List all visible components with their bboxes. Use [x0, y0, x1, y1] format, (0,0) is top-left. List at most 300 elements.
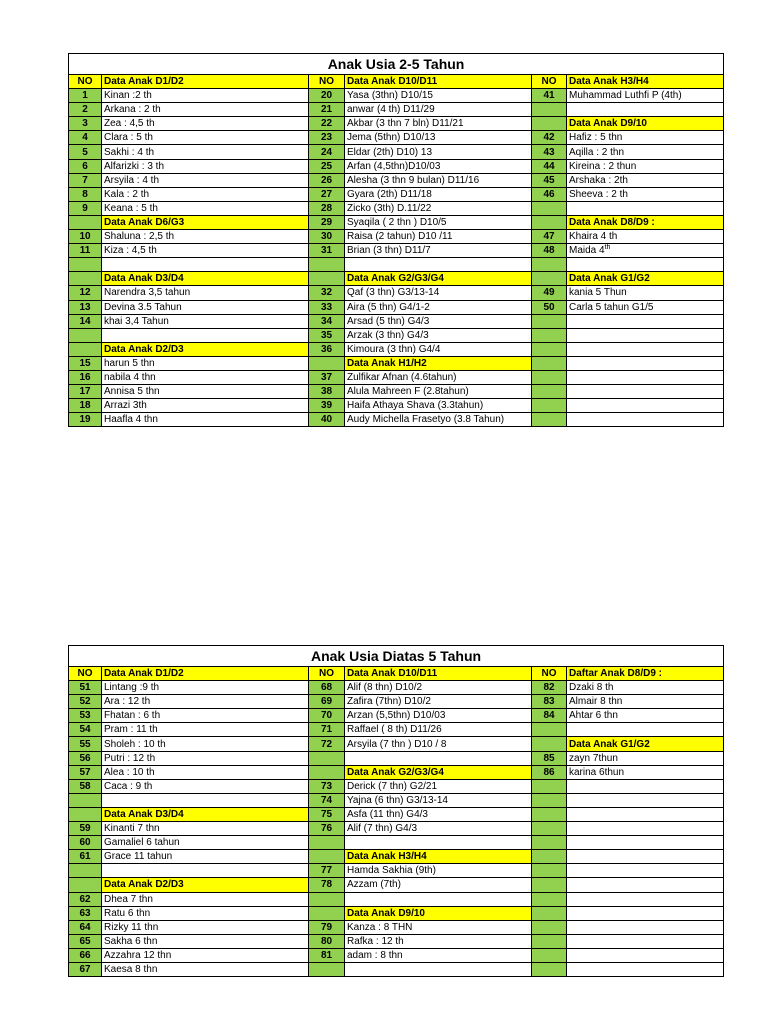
- no-cell: 7: [69, 173, 102, 187]
- data-cell: Alif (8 thn) D10/2: [345, 681, 532, 695]
- data-cell: Haifa Athaya Shava (3.3tahun): [345, 399, 532, 413]
- data-cell: Kaesa 8 thn: [102, 962, 309, 976]
- no-cell: [532, 201, 567, 215]
- no-cell: 6: [69, 159, 102, 173]
- data-cell: Haafla 4 thn: [102, 413, 309, 427]
- data-cell: [567, 385, 724, 399]
- no-cell: [69, 328, 102, 342]
- no-cell: 24: [309, 145, 345, 159]
- no-cell: 56: [69, 751, 102, 765]
- group-header: Data Anak G1/G2: [567, 272, 724, 286]
- table-row: [69, 215, 724, 229]
- data-cell: Zicko (3th) D.11/22: [345, 201, 532, 215]
- table-row: [69, 356, 724, 370]
- no-cell: 30: [309, 230, 345, 244]
- no-cell: 4: [69, 131, 102, 145]
- data-cell: Yasa (3thn) D10/15: [345, 89, 532, 103]
- no-cell: [532, 215, 567, 229]
- table-row: [69, 89, 724, 103]
- table-row: [69, 230, 724, 244]
- data-cell: Yajna (6 thn) G3/13-14: [345, 793, 532, 807]
- data-cell: Azzahra 12 thn: [102, 948, 309, 962]
- table-row: [69, 187, 724, 201]
- data-cell: [345, 751, 532, 765]
- table-title-row: [69, 54, 724, 75]
- no-cell: 23: [309, 131, 345, 145]
- no-cell: 54: [69, 723, 102, 737]
- no-cell: [309, 850, 345, 864]
- no-cell: 38: [309, 385, 345, 399]
- no-cell: 39: [309, 399, 345, 413]
- group-header: Data Anak D10/D11: [345, 667, 532, 681]
- table-row: [69, 751, 724, 765]
- no-cell: [69, 793, 102, 807]
- data-cell: Qaf (3 thn) G3/13-14: [345, 286, 532, 300]
- data-cell: [567, 892, 724, 906]
- no-cell: 83: [532, 695, 567, 709]
- no-cell: [532, 807, 567, 821]
- no-cell: 62: [69, 892, 102, 906]
- no-cell: [532, 822, 567, 836]
- data-cell: Arsyila : 4 th: [102, 173, 309, 187]
- table-row: [69, 258, 724, 272]
- no-cell: 33: [309, 300, 345, 314]
- data-cell: Devina 3.5 Tahun: [102, 300, 309, 314]
- no-cell: 67: [69, 962, 102, 976]
- group-header: Daftar Anak D8/D9 :: [567, 667, 724, 681]
- table-row: [69, 723, 724, 737]
- data-cell: Rizky 11 thn: [102, 920, 309, 934]
- data-cell: Raisa (2 tahun) D10 /11: [345, 230, 532, 244]
- data-cell: Brian (3 thn) D11/7: [345, 244, 532, 258]
- no-cell: [532, 328, 567, 342]
- no-cell: [532, 413, 567, 427]
- data-cell: Kanza : 8 THN: [345, 920, 532, 934]
- table-row: [69, 117, 724, 131]
- no-cell: 37: [309, 370, 345, 384]
- no-cell: 26: [309, 173, 345, 187]
- no-cell: 20: [309, 89, 345, 103]
- data-cell: Asfa (11 thn) G4/3: [345, 807, 532, 821]
- data-cell: Shaluna : 2,5 th: [102, 230, 309, 244]
- no-cell: 11: [69, 244, 102, 258]
- no-cell: 35: [309, 328, 345, 342]
- no-cell: 61: [69, 850, 102, 864]
- data-cell: Grace 11 tahun: [102, 850, 309, 864]
- no-cell: [69, 258, 102, 272]
- no-cell: [309, 962, 345, 976]
- data-cell: Caca : 9 th: [102, 779, 309, 793]
- data-cell: Ara : 12 th: [102, 695, 309, 709]
- no-cell: 27: [309, 187, 345, 201]
- data-cell: Syaqila ( 2 thn ) D10/5: [345, 215, 532, 229]
- table-row: [69, 201, 724, 215]
- no-cell: 42: [532, 131, 567, 145]
- no-cell: 86: [532, 765, 567, 779]
- no-cell: 49: [532, 286, 567, 300]
- data-cell: Annisa 5 thn: [102, 385, 309, 399]
- table-row: [69, 765, 724, 779]
- no-cell: 53: [69, 709, 102, 723]
- data-cell: [567, 103, 724, 117]
- data-cell: Arshaka : 2th: [567, 173, 724, 187]
- no-cell: 76: [309, 822, 345, 836]
- no-cell: 48: [532, 244, 567, 258]
- no-cell: 8: [69, 187, 102, 201]
- no-cell: [532, 385, 567, 399]
- data-cell: Pram : 11 th: [102, 723, 309, 737]
- data-cell: Kinanti 7 thn: [102, 822, 309, 836]
- no-cell: 21: [309, 103, 345, 117]
- group-header: Data Anak D8/D9 :: [567, 215, 724, 229]
- no-cell: 46: [532, 187, 567, 201]
- no-cell: 28: [309, 201, 345, 215]
- no-cell: 52: [69, 695, 102, 709]
- table-title: Anak Usia 2-5 Tahun: [69, 54, 724, 75]
- data-cell: Aira (5 thn) G4/1-2: [345, 300, 532, 314]
- data-cell: karina 6thun: [567, 765, 724, 779]
- no-cell: [309, 272, 345, 286]
- table-row: [69, 779, 724, 793]
- no-cell: 60: [69, 836, 102, 850]
- no-cell: [69, 342, 102, 356]
- no-header: NO: [532, 667, 567, 681]
- data-cell: Arsad (5 thn) G4/3: [345, 314, 532, 328]
- no-cell: 58: [69, 779, 102, 793]
- no-cell: 80: [309, 934, 345, 948]
- table-row: [69, 934, 724, 948]
- data-cell: [567, 920, 724, 934]
- table-row: [69, 75, 724, 89]
- no-cell: [69, 272, 102, 286]
- table-row: [69, 272, 724, 286]
- no-cell: 18: [69, 399, 102, 413]
- no-cell: [532, 370, 567, 384]
- no-cell: 29: [309, 215, 345, 229]
- no-cell: 45: [532, 173, 567, 187]
- table-row: [69, 244, 724, 258]
- table-row: [69, 850, 724, 864]
- data-cell: [567, 314, 724, 328]
- no-cell: 1: [69, 89, 102, 103]
- data-cell: Azzam (7th): [345, 878, 532, 892]
- data-cell: Aqilla : 2 thn: [567, 145, 724, 159]
- no-cell: 5: [69, 145, 102, 159]
- group-header: Data Anak D9/10: [345, 906, 532, 920]
- table-row: [69, 864, 724, 878]
- table-row: [69, 892, 724, 906]
- data-cell: [345, 836, 532, 850]
- no-cell: 70: [309, 709, 345, 723]
- data-cell: Raffael ( 8 th) D11/26: [345, 723, 532, 737]
- group-header: Data Anak H3/H4: [567, 75, 724, 89]
- no-cell: 72: [309, 737, 345, 751]
- no-cell: 31: [309, 244, 345, 258]
- table-row: [69, 920, 724, 934]
- data-cell: [102, 328, 309, 342]
- no-cell: 81: [309, 948, 345, 962]
- table-usia-2-5: [68, 53, 724, 427]
- no-cell: 79: [309, 920, 345, 934]
- no-cell: [309, 356, 345, 370]
- data-cell: Arzan (5,5thn) D10/03: [345, 709, 532, 723]
- no-cell: 9: [69, 201, 102, 215]
- table-row: [69, 413, 724, 427]
- table-row: [69, 737, 724, 751]
- data-cell: Kinan :2 th: [102, 89, 309, 103]
- no-cell: 55: [69, 737, 102, 751]
- table-row: [69, 370, 724, 384]
- group-header: Data Anak G2/G3/G4: [345, 765, 532, 779]
- table-row: [69, 906, 724, 920]
- data-cell: Narendra 3,5 tahun: [102, 286, 309, 300]
- table-row: [69, 962, 724, 976]
- group-header: Data Anak D6/G3: [102, 215, 309, 229]
- table-row: [69, 103, 724, 117]
- no-cell: [309, 751, 345, 765]
- no-header: NO: [532, 75, 567, 89]
- group-header: Data Anak D3/D4: [102, 807, 309, 821]
- data-cell: [567, 356, 724, 370]
- data-cell: [567, 258, 724, 272]
- no-cell: 41: [532, 89, 567, 103]
- no-header: NO: [309, 75, 345, 89]
- data-cell: Rafka : 12 th: [345, 934, 532, 948]
- data-cell: Derick (7 thn) G2/21: [345, 779, 532, 793]
- data-cell: Keana : 5 th: [102, 201, 309, 215]
- data-cell: [567, 793, 724, 807]
- no-cell: [532, 878, 567, 892]
- no-cell: 25: [309, 159, 345, 173]
- data-cell: adam : 8 thn: [345, 948, 532, 962]
- no-cell: [532, 314, 567, 328]
- no-cell: [532, 723, 567, 737]
- no-header: NO: [69, 75, 102, 89]
- no-cell: [532, 934, 567, 948]
- data-cell: Gyara (2th) D11/18: [345, 187, 532, 201]
- data-cell: Dzaki 8 th: [567, 681, 724, 695]
- table-row: [69, 667, 724, 681]
- group-header: Data Anak D1/D2: [102, 75, 309, 89]
- data-cell: [567, 201, 724, 215]
- no-cell: 3: [69, 117, 102, 131]
- no-cell: 77: [309, 864, 345, 878]
- no-cell: [532, 906, 567, 920]
- table-row: [69, 286, 724, 300]
- data-cell: Gamaliel 6 tahun: [102, 836, 309, 850]
- no-cell: [532, 356, 567, 370]
- no-cell: 36: [309, 342, 345, 356]
- table-row: [69, 314, 724, 328]
- no-cell: 43: [532, 145, 567, 159]
- group-header: Data Anak G2/G3/G4: [345, 272, 532, 286]
- data-cell: Eldar (2th) D10) 13: [345, 145, 532, 159]
- data-cell: Putri : 12 th: [102, 751, 309, 765]
- no-cell: 74: [309, 793, 345, 807]
- data-cell: [102, 258, 309, 272]
- no-cell: 19: [69, 413, 102, 427]
- data-cell: Sheeva : 2 th: [567, 187, 724, 201]
- no-cell: 71: [309, 723, 345, 737]
- data-cell: Arkana : 2 th: [102, 103, 309, 117]
- data-cell: Sakha 6 thn: [102, 934, 309, 948]
- no-cell: [532, 258, 567, 272]
- group-header: Data Anak H3/H4: [345, 850, 532, 864]
- data-cell: Dhea 7 thn: [102, 892, 309, 906]
- group-header: Data Anak D2/D3: [102, 342, 309, 356]
- data-cell: Arsyila (7 thn ) D10 / 8: [345, 737, 532, 751]
- data-cell: [345, 892, 532, 906]
- no-cell: [532, 342, 567, 356]
- no-cell: 44: [532, 159, 567, 173]
- data-cell: [567, 948, 724, 962]
- data-cell: [567, 342, 724, 356]
- data-cell: Kireina : 2 thun: [567, 159, 724, 173]
- data-cell: [567, 413, 724, 427]
- data-cell: Maida 4th: [567, 244, 724, 258]
- no-cell: [532, 948, 567, 962]
- data-cell: Muhammad Luthfi P (4th): [567, 89, 724, 103]
- no-cell: [309, 258, 345, 272]
- data-cell: [567, 723, 724, 737]
- no-cell: 85: [532, 751, 567, 765]
- table-row: [69, 399, 724, 413]
- superscript: th: [604, 244, 611, 252]
- table-row: [69, 328, 724, 342]
- no-cell: [532, 892, 567, 906]
- no-cell: 63: [69, 906, 102, 920]
- data-cell: [567, 934, 724, 948]
- table-title: Anak Usia Diatas 5 Tahun: [69, 646, 724, 667]
- table-row: [69, 159, 724, 173]
- data-cell: Alif (7 thn) G4/3: [345, 822, 532, 836]
- no-cell: [532, 399, 567, 413]
- data-cell: [345, 962, 532, 976]
- group-header: Data Anak D3/D4: [102, 272, 309, 286]
- no-cell: 75: [309, 807, 345, 821]
- data-cell: Alula Mahreen F (2.8tahun): [345, 385, 532, 399]
- data-cell: Arrazi 3th: [102, 399, 309, 413]
- data-cell: Akbar (3 thn 7 bln) D11/21: [345, 117, 532, 131]
- no-cell: [532, 117, 567, 131]
- table-row: [69, 878, 724, 892]
- data-cell: zayn 7thun: [567, 751, 724, 765]
- data-cell: [102, 864, 309, 878]
- group-header: Data Anak D9/10: [567, 117, 724, 131]
- table-row: [69, 807, 724, 821]
- table-title-row: [69, 646, 724, 667]
- group-header: Data Anak D2/D3: [102, 878, 309, 892]
- data-cell: [567, 906, 724, 920]
- data-cell: Arzak (3 thn) G4/3: [345, 328, 532, 342]
- no-cell: [532, 850, 567, 864]
- data-cell: [567, 399, 724, 413]
- no-cell: 32: [309, 286, 345, 300]
- data-cell: [567, 878, 724, 892]
- no-cell: [69, 215, 102, 229]
- data-cell: Audy Michella Frasetyo (3.8 Tahun): [345, 413, 532, 427]
- data-cell: Jema (5thn) D10/13: [345, 131, 532, 145]
- table-row: [69, 948, 724, 962]
- no-cell: [532, 836, 567, 850]
- no-cell: 13: [69, 300, 102, 314]
- data-cell: Clara : 5 th: [102, 131, 309, 145]
- group-header: Data Anak D1/D2: [102, 667, 309, 681]
- data-cell: Carla 5 tahun G1/5: [567, 300, 724, 314]
- table-row: [69, 836, 724, 850]
- no-cell: [532, 103, 567, 117]
- data-cell: Alea : 10 th: [102, 765, 309, 779]
- table-row: [69, 695, 724, 709]
- no-cell: 22: [309, 117, 345, 131]
- no-cell: 66: [69, 948, 102, 962]
- no-cell: [532, 962, 567, 976]
- no-cell: 59: [69, 822, 102, 836]
- data-cell: Sakhi : 4 th: [102, 145, 309, 159]
- no-cell: [69, 864, 102, 878]
- data-cell: Arfan (4,5thn)D10/03: [345, 159, 532, 173]
- data-cell: [567, 962, 724, 976]
- data-cell: [567, 836, 724, 850]
- no-cell: 14: [69, 314, 102, 328]
- table-row: [69, 131, 724, 145]
- no-cell: [532, 864, 567, 878]
- no-cell: 47: [532, 230, 567, 244]
- no-cell: 34: [309, 314, 345, 328]
- data-cell: Sholeh : 10 th: [102, 737, 309, 751]
- no-cell: [69, 807, 102, 821]
- data-cell: Kiza : 4,5 th: [102, 244, 309, 258]
- no-cell: 57: [69, 765, 102, 779]
- table-row: [69, 385, 724, 399]
- no-cell: [532, 920, 567, 934]
- table-row: [69, 681, 724, 695]
- no-cell: 10: [69, 230, 102, 244]
- group-header: Data Anak H1/H2: [345, 356, 532, 370]
- table-row: [69, 145, 724, 159]
- no-cell: [309, 906, 345, 920]
- data-cell: [567, 864, 724, 878]
- data-cell: Alesha (3 thn 9 bulan) D11/16: [345, 173, 532, 187]
- table-row: [69, 822, 724, 836]
- table-row: [69, 300, 724, 314]
- no-header: NO: [309, 667, 345, 681]
- data-cell: Fhatan : 6 th: [102, 709, 309, 723]
- no-cell: [69, 878, 102, 892]
- no-header: NO: [69, 667, 102, 681]
- data-cell: [567, 822, 724, 836]
- table-row: [69, 793, 724, 807]
- data-cell: khai 3,4 Tahun: [102, 314, 309, 328]
- data-cell: [345, 258, 532, 272]
- data-cell: Almair 8 thn: [567, 695, 724, 709]
- data-cell: Zulfikar Afnan (4.6tahun): [345, 370, 532, 384]
- table-row: [69, 173, 724, 187]
- data-cell: Hamda Sakhia (9th): [345, 864, 532, 878]
- no-cell: [309, 765, 345, 779]
- no-cell: 17: [69, 385, 102, 399]
- no-cell: 50: [532, 300, 567, 314]
- data-cell: [567, 850, 724, 864]
- no-cell: 73: [309, 779, 345, 793]
- data-cell: Lintang :9 th: [102, 681, 309, 695]
- table-row: [69, 342, 724, 356]
- no-cell: 69: [309, 695, 345, 709]
- data-cell: Zea : 4,5 th: [102, 117, 309, 131]
- data-cell: [102, 793, 309, 807]
- data-cell: Hafiz : 5 thn: [567, 131, 724, 145]
- no-cell: 12: [69, 286, 102, 300]
